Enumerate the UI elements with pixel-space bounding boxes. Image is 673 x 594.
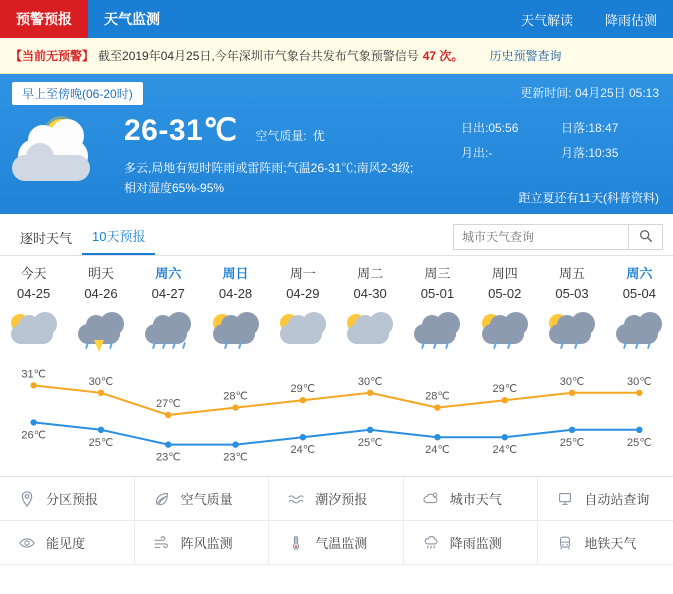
day-date: 04-25 <box>17 286 51 301</box>
day-weekday: 周三 <box>424 266 451 281</box>
station-icon <box>554 488 576 510</box>
svg-text:30℃: 30℃ <box>559 375 585 388</box>
top-navigation <box>0 0 673 38</box>
forecast-day[interactable] <box>538 264 605 354</box>
tool-label: 分区预报 <box>46 492 99 507</box>
tool-gust-monitor[interactable] <box>135 521 270 565</box>
svg-text:24℃: 24℃ <box>492 444 518 457</box>
tool-city-weather[interactable] <box>404 477 539 521</box>
day-weather-icon <box>269 304 336 354</box>
svg-text:28℃: 28℃ <box>425 390 450 403</box>
day-weekday: 周六 <box>155 266 182 281</box>
current-weather-body <box>12 113 661 198</box>
svg-text:28℃: 28℃ <box>223 390 248 403</box>
tab-ten-day-forecast[interactable] <box>82 226 155 255</box>
day-weather-icon <box>471 304 538 354</box>
day-date: 05-04 <box>622 286 656 301</box>
wind-icon <box>151 532 173 554</box>
tool-label: 潮汐预报 <box>315 492 368 507</box>
day-weather-icon <box>135 304 202 354</box>
tool-label: 空气质量 <box>180 492 233 507</box>
forecast-tabs-row <box>0 214 673 256</box>
day-weekday: 明天 <box>87 266 114 281</box>
day-date: 05-01 <box>420 286 455 301</box>
tool-district-forecast[interactable] <box>0 477 135 521</box>
svg-text:29℃: 29℃ <box>492 383 518 396</box>
moonrise-value: 月出:- <box>461 146 493 160</box>
forecast-day[interactable] <box>269 264 336 354</box>
nav-tab-interpretation-label: 天气解读 <box>520 12 573 28</box>
leaf-icon <box>151 488 173 510</box>
forecast-day[interactable] <box>202 264 269 354</box>
day-weather-icon <box>0 304 67 354</box>
forecast-day[interactable] <box>471 264 538 354</box>
svg-text:30℃: 30℃ <box>357 375 383 388</box>
eye-icon <box>16 532 38 554</box>
tool-air-quality[interactable] <box>135 477 270 521</box>
svg-text:23℃: 23℃ <box>155 451 181 464</box>
alert-text: 截至2019年04月25日,今年深圳市气象台共发布气象预警信号 <box>98 49 419 63</box>
svg-text:25℃: 25℃ <box>357 436 383 449</box>
tool-label: 降雨监测 <box>449 536 502 551</box>
air-quality-value: 优 <box>312 129 325 143</box>
forecast-day[interactable] <box>606 264 673 354</box>
season-note[interactable]: 距立夏还有11天(科普资料) <box>518 191 659 205</box>
tool-metro-weather[interactable] <box>538 521 673 565</box>
day-weather-icon <box>606 304 673 354</box>
air-quality-label: 空气质量: <box>255 129 307 143</box>
nav-tab-interpretation[interactable] <box>505 0 589 38</box>
sunrise-value: 日出:05:56 <box>461 121 519 135</box>
day-weekday: 周四 <box>491 266 518 281</box>
forecast-day[interactable] <box>135 264 202 354</box>
cloud-back-shape <box>12 155 90 181</box>
nav-tab-monitor-label: 天气监测 <box>104 11 160 27</box>
city-icon <box>420 488 442 510</box>
tool-visibility[interactable] <box>0 521 135 565</box>
svg-text:30℃: 30℃ <box>88 375 114 388</box>
day-weekday: 周一 <box>289 266 316 281</box>
tools-grid <box>0 476 673 565</box>
forecast-day[interactable] <box>67 264 134 354</box>
svg-text:25℃: 25℃ <box>627 436 652 449</box>
day-date: 04-30 <box>353 286 387 301</box>
svg-text:31℃: 31℃ <box>21 368 46 381</box>
tool-label: 城市天气 <box>449 492 502 507</box>
day-weekday: 今天 <box>20 266 47 281</box>
tool-label: 能见度 <box>46 536 86 551</box>
current-weather-panel <box>0 74 673 214</box>
day-weather-icon <box>404 304 471 354</box>
tool-label: 气温监测 <box>315 536 368 551</box>
svg-text:25℃: 25℃ <box>88 436 114 449</box>
forecast-day[interactable] <box>404 264 471 354</box>
day-weather-icon <box>538 304 605 354</box>
sun-moon-info <box>461 113 661 198</box>
day-date: 04-29 <box>286 286 320 301</box>
sunset-value: 日落:18:47 <box>561 121 619 135</box>
day-weather-icon <box>336 304 403 354</box>
rain-icon <box>420 532 442 554</box>
tab-hourly-weather-label: 逐时天气 <box>20 231 73 246</box>
current-weather-center <box>124 113 424 198</box>
alert-count: 47 次。 <box>422 49 464 63</box>
temperature-row <box>124 113 424 148</box>
weather-description: 多云,局地有短时阵雨或雷阵雨;气温26-31℃;南风2-3级;相对湿度65%-95% <box>124 161 414 195</box>
day-date: 04-27 <box>151 286 185 301</box>
nav-tab-forecast-label: 预警预报 <box>16 11 72 27</box>
location-icon <box>16 488 38 510</box>
nav-tab-rain-estimation-label: 降雨估测 <box>604 12 657 28</box>
forecast-day[interactable] <box>0 264 67 354</box>
svg-text:24℃: 24℃ <box>425 444 450 457</box>
temperature-chart-svg <box>0 364 673 474</box>
day-weekday: 周日 <box>222 266 249 281</box>
top-navigation-right <box>505 0 673 38</box>
city-search-box <box>453 224 663 250</box>
search-icon <box>639 229 653 246</box>
svg-text:25℃: 25℃ <box>559 436 585 449</box>
update-time-value: 04月25日 05:13 <box>574 86 659 100</box>
svg-text:23℃: 23℃ <box>223 451 248 464</box>
day-weather-icon <box>67 304 134 354</box>
svg-text:26℃: 26℃ <box>21 429 46 442</box>
day-weekday: 周六 <box>626 266 653 281</box>
ten-day-forecast <box>0 256 673 476</box>
air-quality <box>255 127 324 144</box>
tool-label: 地铁天气 <box>584 536 637 551</box>
alert-status-tag: 【当前无预警】 <box>10 49 95 63</box>
tool-label: 自动站查询 <box>584 492 650 507</box>
metro-icon <box>554 532 576 554</box>
day-weekday: 周五 <box>559 266 586 281</box>
svg-text:24℃: 24℃ <box>290 444 316 457</box>
tool-automatic-station[interactable] <box>538 477 673 521</box>
temperature-chart <box>0 364 673 474</box>
svg-text:29℃: 29℃ <box>290 383 316 396</box>
tab-ten-day-forecast-label: 10天预报 <box>92 229 146 244</box>
alert-bar <box>0 38 673 74</box>
nav-tab-forecast[interactable] <box>0 0 88 38</box>
update-time <box>520 84 659 101</box>
tool-rain-monitor[interactable] <box>404 521 539 565</box>
thermometer-icon <box>285 532 307 554</box>
nav-tab-rain-estimation[interactable] <box>589 0 673 38</box>
tool-label: 阵风监测 <box>180 536 233 551</box>
update-time-label: 更新时间: <box>520 86 572 100</box>
sun-cloud-icon <box>12 113 108 191</box>
forecast-period-badge: 早上至傍晚(06-20时) <box>12 82 143 105</box>
wave-icon <box>285 488 307 510</box>
temperature-value: 26-31℃ <box>124 114 238 147</box>
moonrise-moonset-row <box>461 144 661 161</box>
tool-temperature-monitor[interactable] <box>269 521 404 565</box>
forecast-day[interactable] <box>336 264 403 354</box>
day-date: 05-02 <box>488 286 522 301</box>
search-input[interactable] <box>454 225 628 249</box>
svg-text:27℃: 27℃ <box>155 398 181 410</box>
forecast-days <box>0 256 673 354</box>
tool-tide-forecast[interactable] <box>269 477 404 521</box>
search-button[interactable] <box>628 225 662 249</box>
tab-hourly-weather[interactable] <box>10 228 82 255</box>
day-date: 05-03 <box>555 286 589 301</box>
moonset-value: 月落:10:35 <box>561 146 619 160</box>
sunrise-sunset-row <box>461 119 661 136</box>
day-weather-icon <box>202 304 269 354</box>
day-weekday: 周二 <box>357 266 384 281</box>
alert-history-link[interactable]: 历史预警查询 <box>489 49 562 63</box>
nav-tab-monitor[interactable] <box>88 0 176 38</box>
svg-text:30℃: 30℃ <box>627 375 652 388</box>
day-date: 04-26 <box>84 286 118 301</box>
day-date: 04-28 <box>218 286 253 301</box>
